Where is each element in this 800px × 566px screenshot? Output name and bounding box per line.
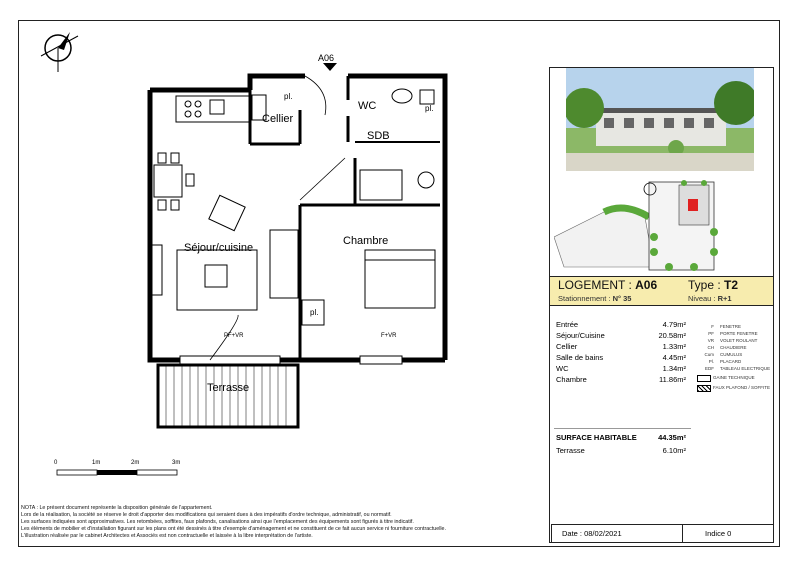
terrasse-row: Terrasse 6.10m² (556, 446, 686, 455)
divider (554, 428, 691, 429)
type-label: Type : (688, 278, 725, 292)
legend-row: VR VOLET ROULANT (707, 338, 758, 343)
room-terrasse-label: Terrasse (207, 382, 250, 394)
indice-cell: Indice 0 (682, 524, 774, 543)
logement-title (558, 278, 657, 292)
note-line: L'illustration réalisée par le cabinet Architectes et Associés est non contractuelle et laissée à la libre interprétation de l'artiste. (21, 533, 313, 539)
site-map (554, 177, 771, 275)
note-line: NOTA : Le présent document représente la disposition générale de l'appartement. (21, 505, 213, 511)
faux-plafond-symbol (697, 385, 711, 392)
legend-row: Pl. PLACARD (708, 359, 742, 364)
legend-row: PF PORTE FENETRE (708, 331, 758, 336)
date-cell: Date : 08/02/2021 (551, 524, 683, 543)
surface-row: Salle de bains 4.45m² (556, 353, 686, 362)
niveau-label: Niveau : (688, 294, 718, 303)
logement-label: LOGEMENT : (558, 278, 636, 292)
window-label-fvr: F+VR (381, 333, 397, 339)
legend-row: EDF TABLEAU ELECTRIQUE (705, 366, 771, 371)
stationnement (558, 294, 631, 303)
scale-bar (50, 468, 190, 484)
stationnement-label: Stationnement : (558, 294, 613, 303)
stationnement-value: N° 35 (612, 294, 632, 303)
scale-3m: 3m (172, 460, 181, 466)
surface-row: Cellier 1.33m² (556, 342, 686, 351)
scale-1m: 1m (92, 460, 101, 466)
room-sejour-label: Séjour/cuisine (184, 242, 254, 254)
north-arrow-icon (36, 28, 82, 74)
room-chambre-label: Chambre (343, 235, 389, 247)
note-line: Les éléments de mobilier et d'installation figurant sur les plans ont été dessinés à titre d'exemple d'aménagement et ne constituent de ce fait aucun service ni fourniture contractuelle. (21, 526, 446, 532)
placard-label-1: pl. (284, 92, 293, 101)
placard-label-2: pl. (425, 104, 434, 113)
surface-row: Entrée 4.79m² (556, 320, 686, 329)
legend-row: F FENETRE (711, 324, 742, 329)
logement-value: A06 (635, 278, 658, 292)
legend-row: Cum CUMULUS (704, 352, 743, 357)
gaine-technique-label: GAINE TECHNIQUE (713, 375, 755, 380)
surface-row: WC 1.34m² (556, 364, 686, 373)
building-rendering (566, 68, 754, 171)
faux-plafond-label: FAUX PLAFOND / SOFFITE (713, 385, 771, 390)
scale-0: 0 (54, 460, 58, 466)
gaine-technique-symbol (697, 375, 711, 382)
window-label-pfvr: PF+VR (224, 333, 244, 339)
note-line: Lors de la réalisation, la société se réserve le droit d'apporter des modifications qui seraient dues à des impératifs d'ordre technique, administratif, ou normatif. (21, 512, 392, 518)
legend-row: CH CHAUDIERE (707, 345, 747, 350)
surface-row: Chambre 11.86m² (556, 375, 686, 384)
scale-2m: 2m (131, 460, 140, 466)
note-line: Les surfaces indiquées sont approximatives. Les retombées, soffites, faux plafonds, canalisations ainsi que l'emplacement des équipements sont figurés à titre indicatif. (21, 519, 414, 525)
niveau-value: R+1 (717, 294, 732, 303)
surface-row: Séjour/Cuisine 20.58m² (556, 331, 686, 340)
room-sdb-label: SDB (367, 130, 390, 142)
type-value: T2 (724, 278, 739, 292)
placard-label-3: pl. (310, 308, 319, 317)
unit-marker-label: A06 (318, 53, 335, 63)
room-wc-label: WC (358, 100, 377, 112)
type-title (688, 278, 738, 292)
room-cellier-label: Cellier (262, 113, 294, 125)
niveau (688, 294, 732, 303)
surface-habitable-row: SURFACE HABITABLE 44.35m² (556, 433, 686, 442)
